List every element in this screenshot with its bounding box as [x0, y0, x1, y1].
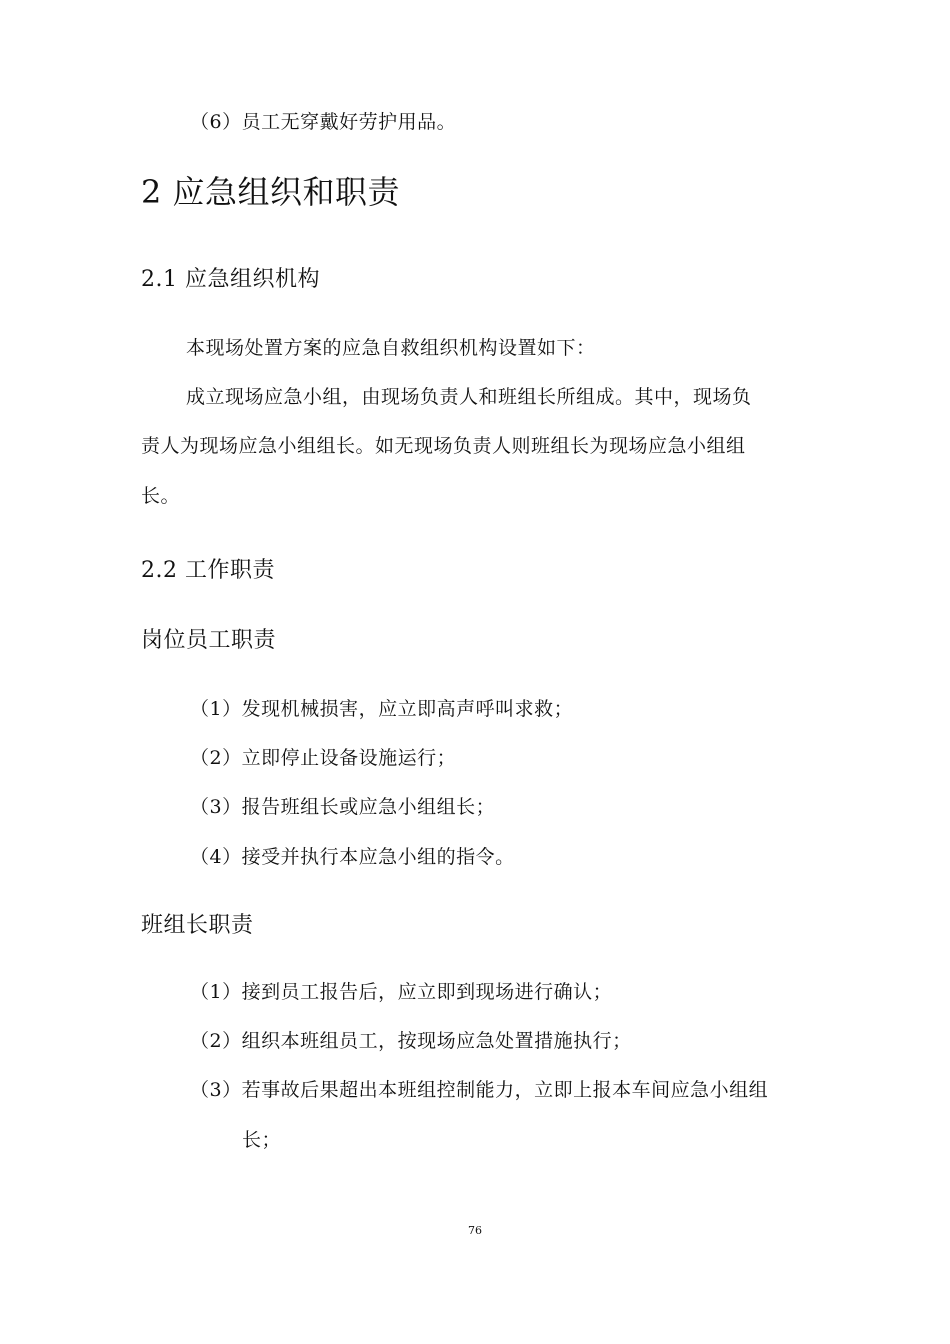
paragraph: 本现场处置方案的应急自救组织机构设置如下： — [186, 337, 596, 359]
list-item-continuation: 长； — [242, 1129, 282, 1151]
group-title: 岗位员工职责 — [141, 628, 277, 653]
list-item: （1）接到员工报告后，应立即到现场进行确认； — [190, 981, 613, 1003]
page-number: 76 — [468, 1224, 482, 1237]
list-item: （3）报告班组长或应急小组组长； — [190, 796, 496, 818]
list-item: （3）若事故后果超出本班组控制能力，立即上报本车间应急小组组 — [190, 1079, 769, 1101]
subsection-title: 2.1 应急组织机构 — [141, 267, 320, 292]
list-item: （2）组织本班组员工，按现场应急处置措施执行； — [190, 1030, 632, 1052]
group-title: 班组长职责 — [141, 913, 254, 938]
paragraph-line: 责人为现场应急小组组长。如无现场负责人则班组长为现场应急小组组 — [141, 435, 746, 457]
subsection-title: 2.2 工作职责 — [141, 558, 275, 583]
list-item: （4）接受并执行本应急小组的指令。 — [190, 846, 515, 868]
paragraph-line: 长。 — [141, 485, 181, 507]
list-item: （1）发现机械损害，应立即高声呼叫求救； — [190, 698, 574, 720]
paragraph-line: 成立现场应急小组，由现场负责人和班组长所组成。其中，现场负 — [186, 386, 752, 408]
list-item: （2）立即停止设备设施运行； — [190, 747, 457, 769]
list-item: （6）员工无穿戴好劳护用品。 — [190, 111, 457, 133]
section-title: 2 应急组织和职责 — [141, 173, 401, 211]
